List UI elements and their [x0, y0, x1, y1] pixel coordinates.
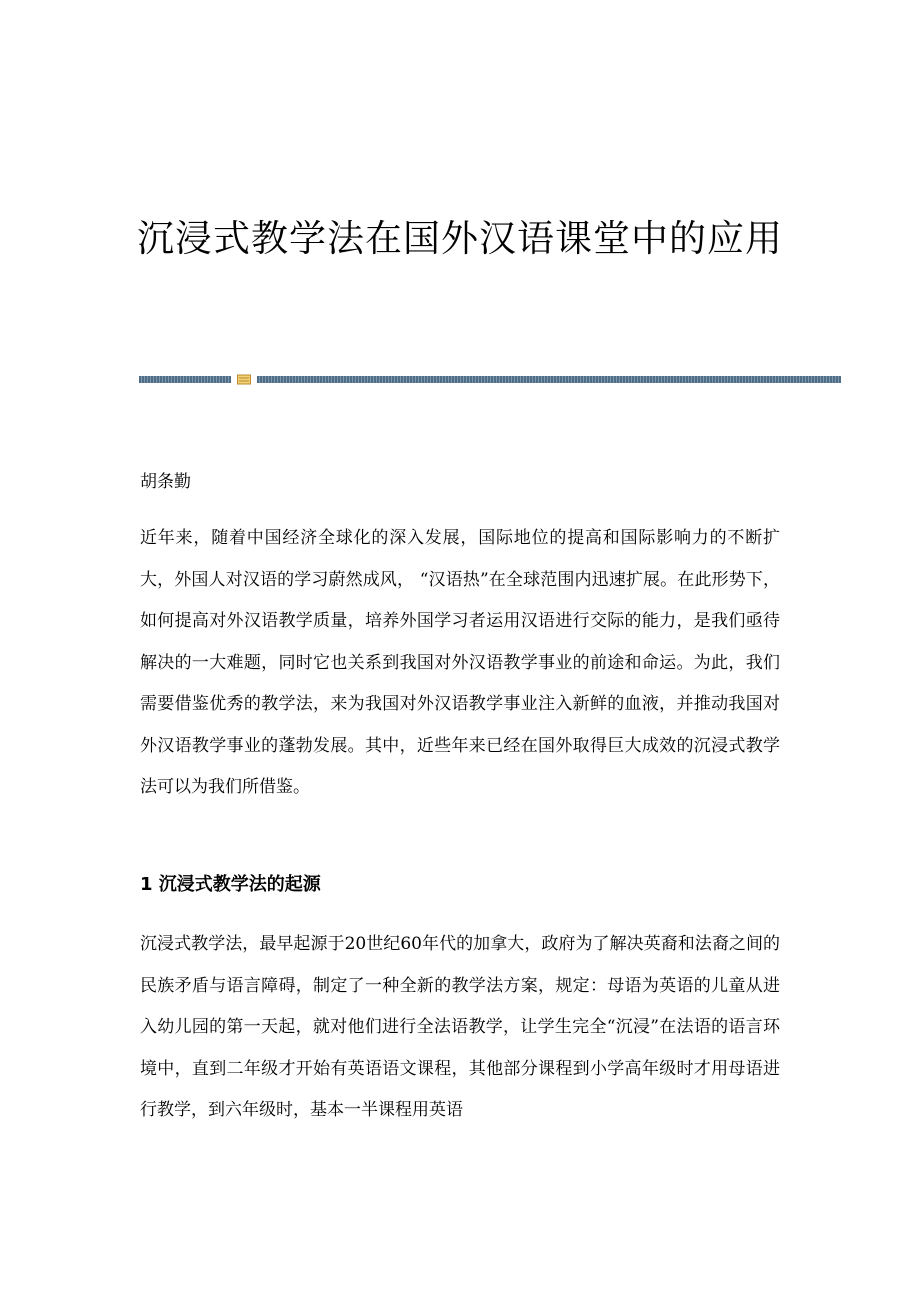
section-heading: 1 沉浸式教学法的起源	[140, 874, 321, 895]
author-name: 胡条勤	[140, 472, 191, 492]
divider-ornament-icon	[237, 374, 251, 385]
divider-left-segment	[139, 376, 231, 383]
title-divider	[139, 374, 841, 384]
divider-right-segment	[257, 376, 841, 383]
intro-paragraph: 近年来，随着中国经济全球化的深入发展，国际地位的提高和国际影响力的不断扩大，外国人对汉语的学习蔚然成风， “汉语热”在全球范围内迅速扩展。在此形势下，如何提高对外汉语教学质量，培养外国学习者运用汉语进行交际的能力，是我们亟待解决的一大难题，同时它也关系到我国对外汉语教学事业的前途和命运。为此，我们需要借鉴优秀的教学法，来为我国对外汉语教学事业注入新鲜的血液，并推动我国对外汉语教学事业的蓬勃发展。其中，近些年来已经在国外取得巨大成效的沉浸式教学法可以为我们所借鉴。	[140, 528, 780, 797]
origin-paragraph: 沉浸式教学法，最早起源于20世纪60年代的加拿大，政府为了解决英裔和法裔之间的民族矛盾与语言障碍，制定了一种全新的教学法方案，规定：母语为英语的儿童从进入幼儿园的第一天起，就对他们进行全法语教学，让学生完全“沉浸”在法语的语言环境中，直到二年级才开始有英语语文课程，其他部分课程到小学高年级时才用母语进行教学，到六年级时，基本一半课程用英语	[140, 934, 780, 1120]
document-title: 沉浸式教学法在国外汉语课堂中的应用	[137, 217, 783, 260]
